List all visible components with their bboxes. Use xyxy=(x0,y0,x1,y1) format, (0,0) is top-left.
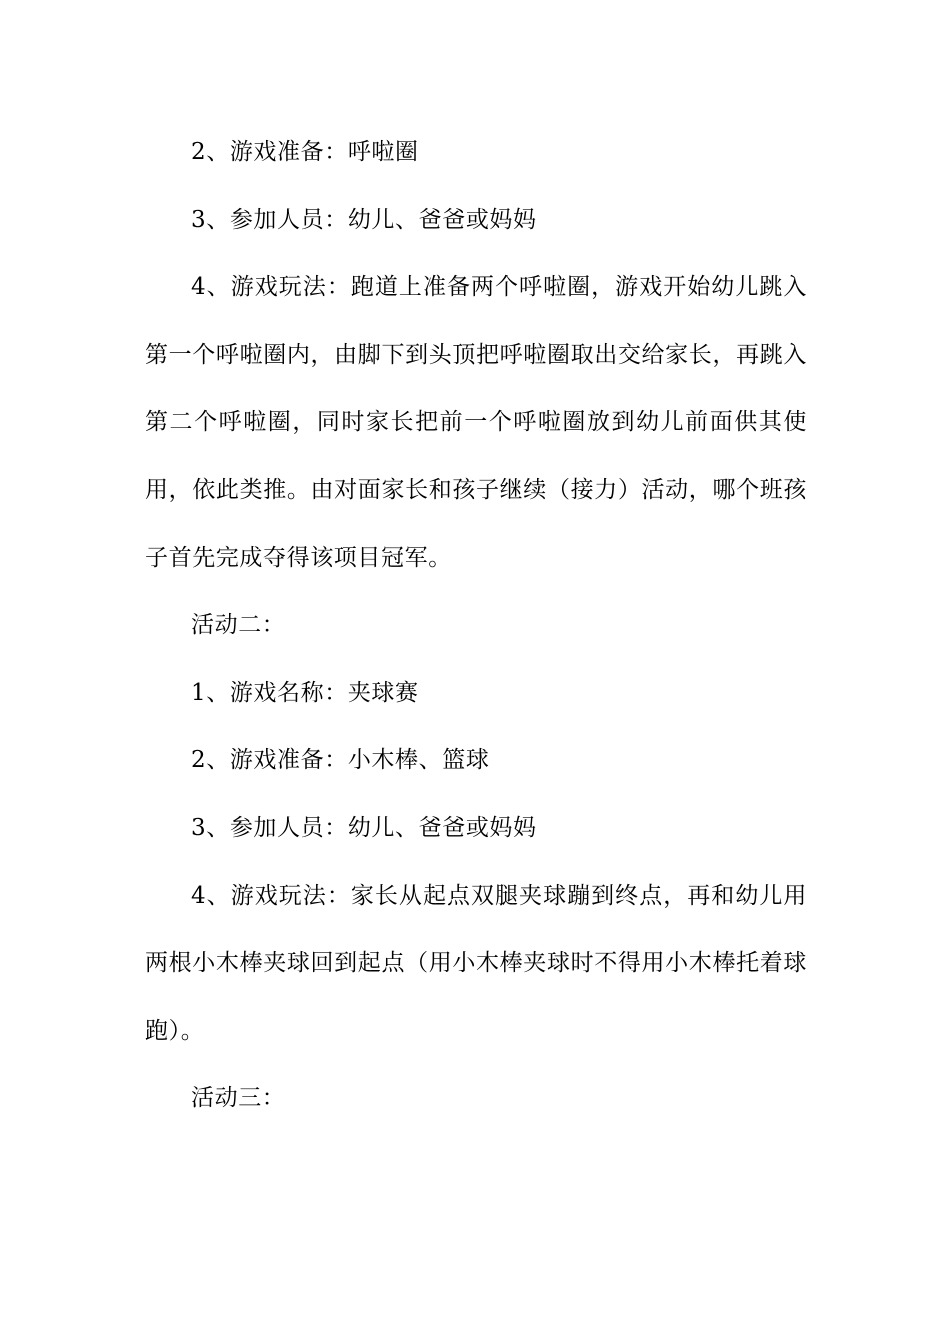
paragraph-participants: 3、参加人员：幼儿、爸爸或妈妈 xyxy=(191,206,537,233)
paragraph-game-rules-2: 4、游戏玩法：家长从起点双腿夹球蹦到终点，再和幼儿用两根小木棒夹球回到起点（用小木棒夹球时不得用小木棒托着球跑）。 xyxy=(145,882,807,1044)
document-body xyxy=(145,119,807,1133)
heading-activity-two: 活动二： xyxy=(191,612,286,639)
heading-activity-three: 活动三： xyxy=(191,1085,286,1112)
paragraph-game-preparation: 2、游戏准备：呼啦圈 xyxy=(191,139,419,165)
paragraph-game-rules: 4、游戏玩法：跑道上准备两个呼啦圈，游戏开始幼儿跳入第一个呼啦圈内，由脚下到头顶把呼啦圈取出交给家长，再跳入第二个呼啦圈，同时家长把前一个呼啦圈放到幼儿前面供其使用，依此类推。由对面家长和孩子继续（接力）活动，哪个班孩子首先完成夺得该项目冠军。 xyxy=(145,274,807,571)
paragraph-game-name: 1、游戏名称：夹球赛 xyxy=(191,679,419,706)
paragraph-participants-2: 3、参加人员：幼儿、爸爸或妈妈 xyxy=(191,814,537,841)
paragraph-game-preparation-2: 2、游戏准备：小木棒、篮球 xyxy=(191,747,490,774)
